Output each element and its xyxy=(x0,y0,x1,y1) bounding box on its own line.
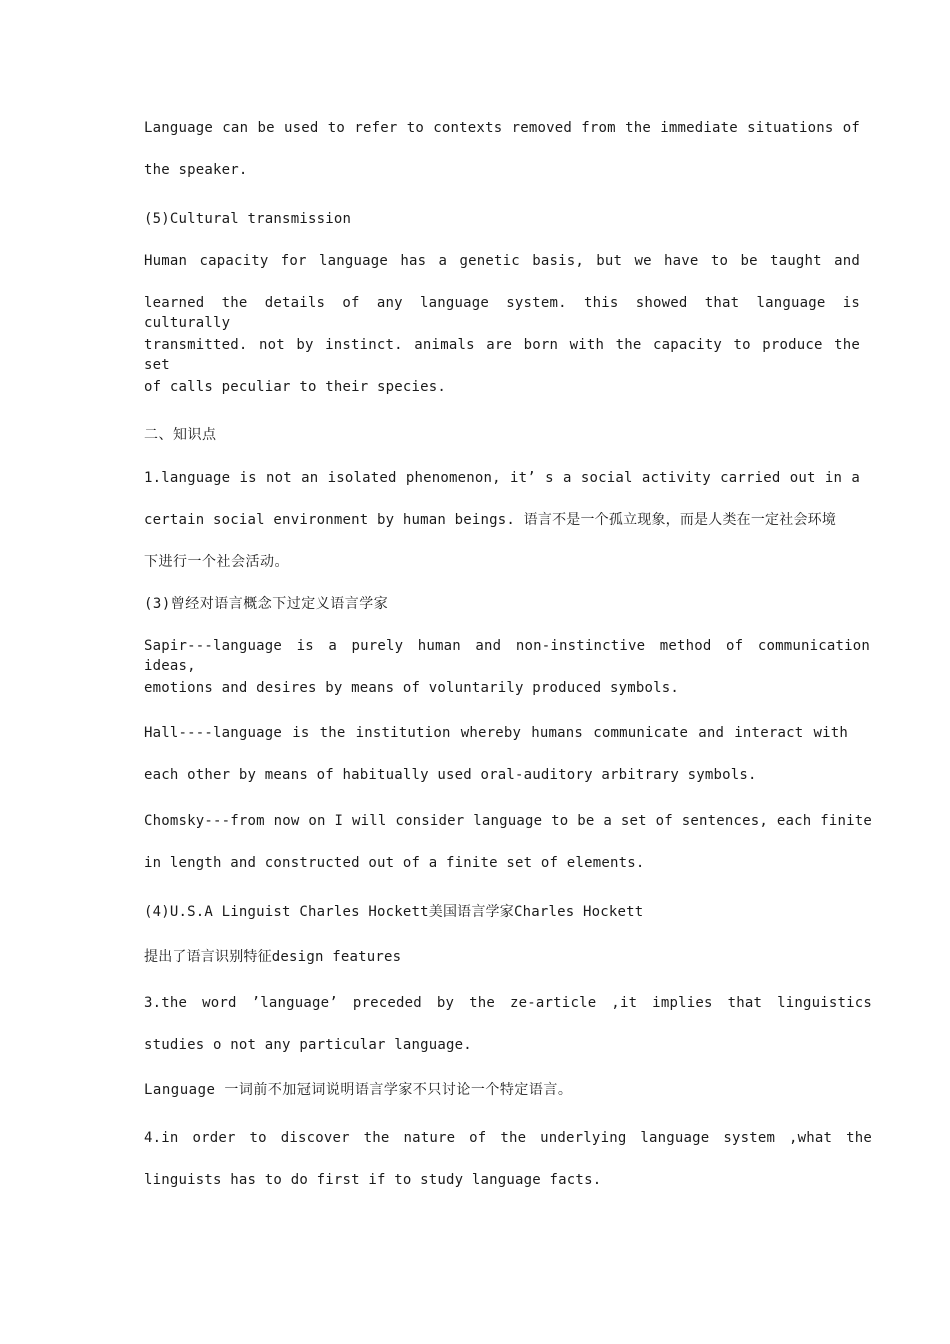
paragraph-line: each other by means of habitually used oral-auditory arbitrary symbols. xyxy=(144,767,757,783)
paragraph-line: 4.in order to discover the nature of the underlying language system ,what the xyxy=(144,1130,872,1146)
section-heading: (3)曾经对语言概念下过定义语言学家 xyxy=(144,596,389,612)
section-heading: (4)U.S.A Linguist Charles Hockett美国语言学家Charles Hockett xyxy=(144,904,644,920)
paragraph-line: Chomsky---from now on I will consider language to be a set of sentences, each finite xyxy=(144,813,872,829)
paragraph-line: studies o not any particular language. xyxy=(144,1037,472,1053)
paragraph-line: Language can be used to refer to contexts removed from the immediate situations of xyxy=(144,120,860,136)
paragraph-line: the speaker. xyxy=(144,162,248,178)
paragraph-line: 提出了语言识别特征design features xyxy=(144,949,402,965)
paragraph-line: learned the details of any language system. this showed that language is culturally xyxy=(144,295,860,331)
paragraph-line: Human capacity for language has a genetic basis, but we have to be taught and xyxy=(144,253,860,269)
section-heading: (5)Cultural transmission xyxy=(144,211,352,227)
section-heading: 二、知识点 xyxy=(144,427,217,443)
paragraph-line: linguists has to do first if to study language facts. xyxy=(144,1172,602,1188)
paragraph-line: Language 一词前不加冠词说明语言学家不只讨论一个特定语言。 xyxy=(144,1082,573,1098)
paragraph-line: certain social environment by human beings. 语言不是一个孤立现象，而是人类在一定社会环境 xyxy=(144,512,837,528)
paragraph-line: emotions and desires by means of voluntarily produced symbols. xyxy=(144,680,679,696)
paragraph-line: Sapir---language is a purely human and non-instinctive method of communication ideas, xyxy=(144,638,870,674)
paragraph-line: in length and constructed out of a finite set of elements. xyxy=(144,855,645,871)
paragraph-line: 1.language is not an isolated phenomenon, it’ s a social activity carried out in a xyxy=(144,470,860,486)
paragraph-line: of calls peculiar to their species. xyxy=(144,379,447,395)
paragraph-line: 下进行一个社会活动。 xyxy=(144,554,289,570)
paragraph-line: Hall----language is the institution whereby humans communicate and interact with xyxy=(144,725,848,741)
paragraph-line: 3.the word ’language’ preceded by the ze-article ,it implies that linguistics xyxy=(144,995,872,1011)
paragraph-line: transmitted. not by instinct. animals are born with the capacity to produce the set xyxy=(144,337,860,373)
